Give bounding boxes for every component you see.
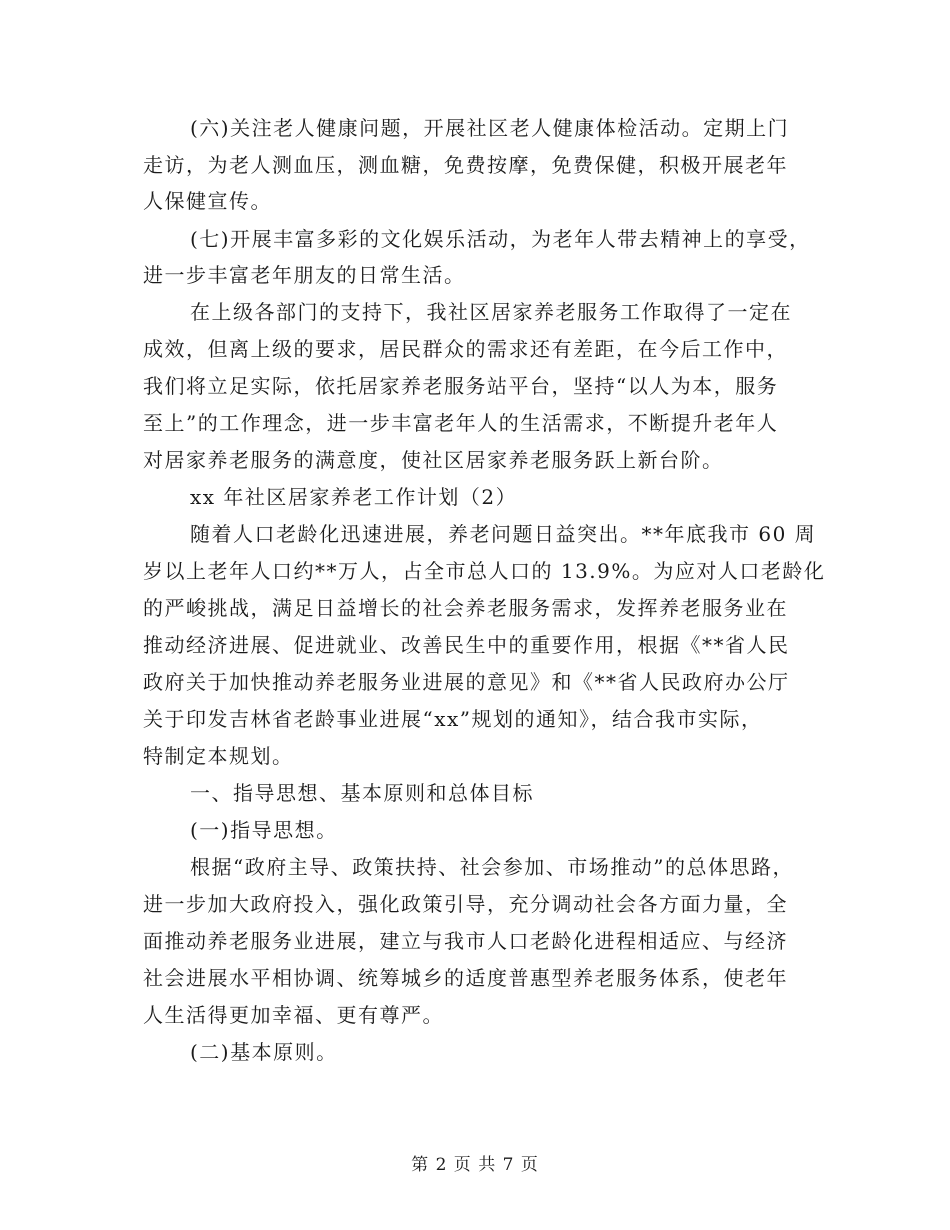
- text-line: 岁以上老年人口约**万人，占全市总人口的 13.9%。为应对人口老龄化: [143, 559, 826, 583]
- text-line: 至上”的工作理念，进一步丰富老年人的生活需求，不断提升老年人: [143, 411, 779, 435]
- text-line: 进一步丰富老年朋友的日常生活。: [143, 263, 466, 287]
- text-line: 我们将立足实际，依托居家养老服务站平台，坚持“以人为本，服务: [143, 374, 779, 398]
- text-line: 社会进展水平相协调、统筹城乡的适度普惠型养老服务体系，使老年: [143, 966, 788, 990]
- page-number-footer: 第 2 页 共 7 页: [411, 1155, 539, 1175]
- text-line: 关于印发吉林省老龄事业进展“xx”规划的通知》，结合我市实际，: [143, 707, 763, 731]
- text-line: 走访，为老人测血压，测血糖，免费按摩，免费保健，积极开展老年: [143, 153, 788, 177]
- text-line: 进一步加大政府投入，强化政策引导，充分调动社会各方面力量，全: [143, 892, 788, 916]
- text-line: 随着人口老龄化迅速进展，养老问题日益突出。**年底我市 60 周: [190, 522, 817, 546]
- text-line: 特制定本规划。: [143, 744, 294, 768]
- text-line: 在上级各部门的支持下，我社区居家养老服务工作取得了一定在: [190, 300, 792, 324]
- text-line: 政府关于加快推动养老服务业进展的意见》和《**省人民政府办公厅: [143, 670, 790, 694]
- text-line: 推动经济进展、促进就业、改善民生中的重要作用，根据《**省人民: [143, 633, 790, 657]
- text-line: 人生活得更加幸福、更有尊严。: [143, 1003, 444, 1027]
- section-heading: 一、指导思想、基本原则和总体目标: [190, 781, 534, 805]
- text-line: (六)关注老人健康问题，开展社区老人健康体检活动。定期上门: [190, 116, 790, 140]
- subsection-heading: (一)指导思想。: [190, 818, 338, 842]
- text-line: 成效，但离上级的要求，居民群众的需求还有差距，在今后工作中，: [143, 337, 788, 361]
- text-line: 对居家养老服务的满意度，使社区居家养老服务跃上新台阶。: [143, 448, 724, 472]
- text-line: 的严峻挑战，满足日益增长的社会养老服务需求，发挥养老服务业在: [143, 596, 788, 620]
- subsection-heading: (二)基本原则。: [190, 1040, 338, 1064]
- text-line: 根据“政府主导、政策扶持、社会参加、市场推动”的总体思路，: [190, 855, 794, 879]
- text-line: 面推动养老服务业进展，建立与我市人口老龄化进程相适应、与经济: [143, 929, 788, 953]
- text-line: 人保健宣传。: [143, 189, 272, 213]
- section-heading: xx 年社区居家养老工作计划（2）: [190, 485, 518, 509]
- text-line: (七)开展丰富多彩的文化娱乐活动，为老年人带去精神上的享受，: [190, 227, 811, 251]
